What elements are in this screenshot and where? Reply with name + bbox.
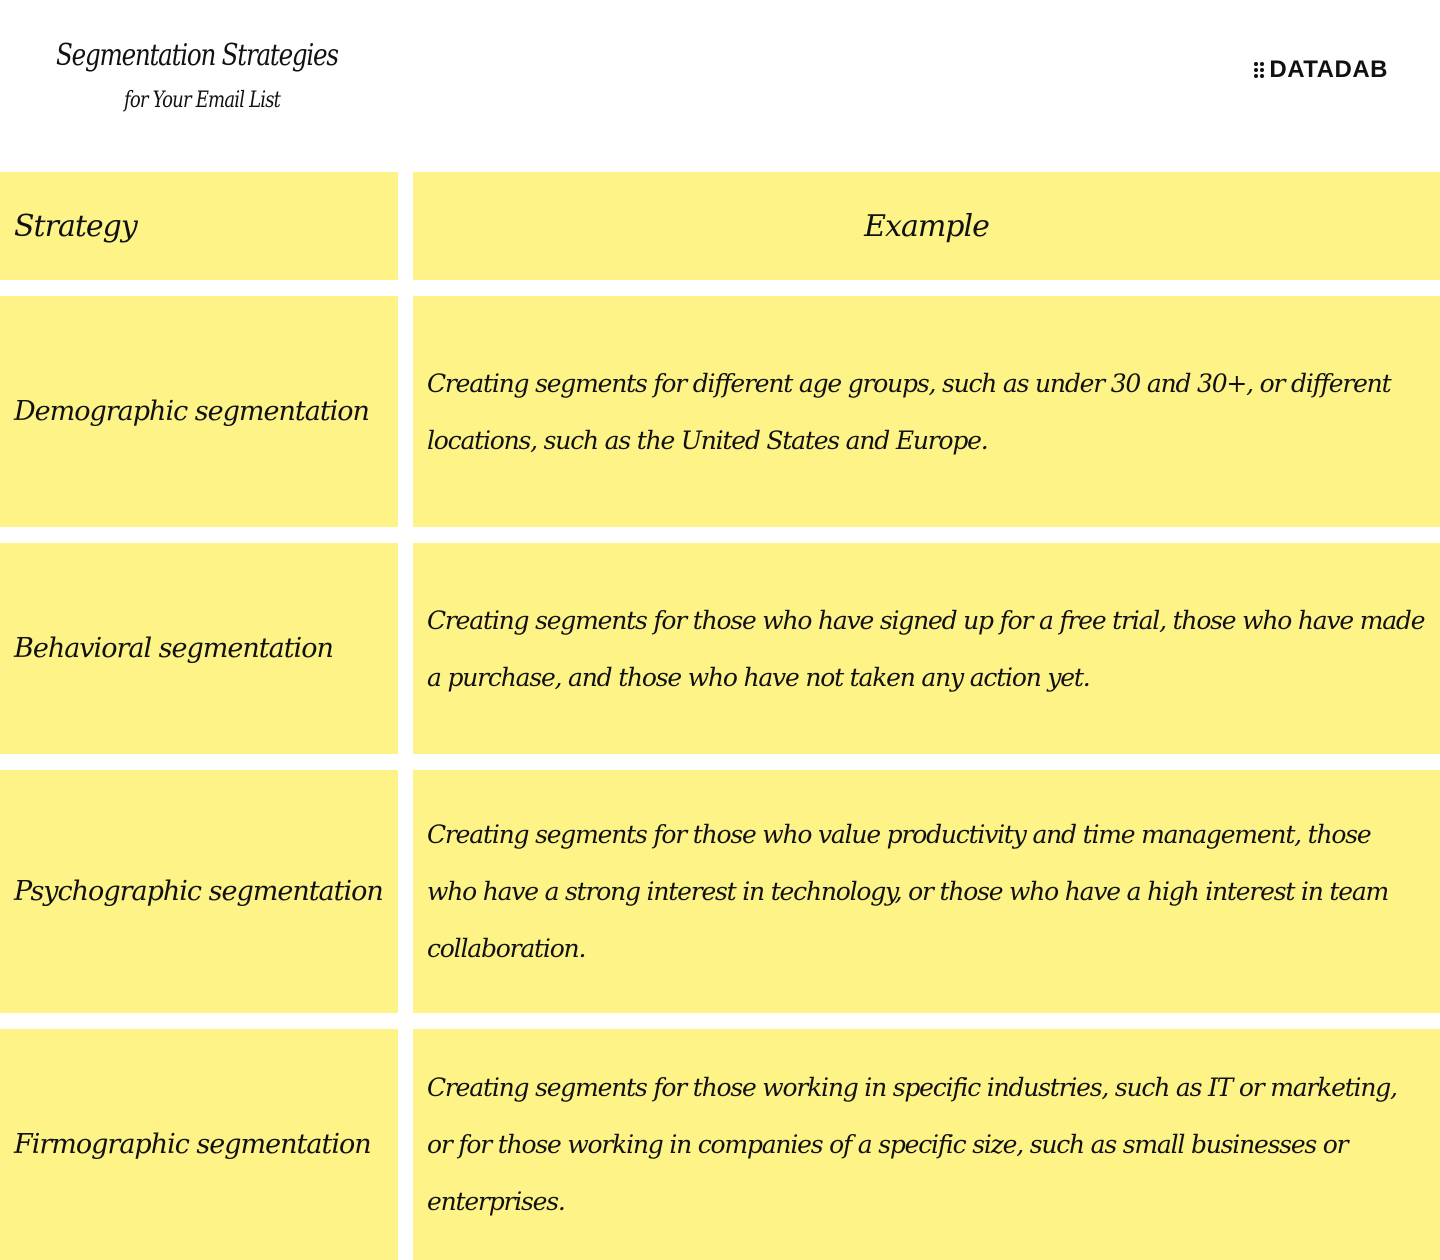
example-text: Creating segments for those who have signed up for a free trial, those who have made a purchase, and those who have not taken any action yet.: [427, 605, 1425, 692]
strategy-label: Psychographic segmentation: [14, 876, 383, 907]
table-row-example-cell: [413, 1029, 1440, 1260]
strategy-label: Behavioral segmentation: [14, 633, 333, 664]
example-text: Creating segments for those who value productivity and time management, those who have a strong interest in technology, or those who have a high interest in team collaboration.: [427, 820, 1389, 963]
example-text: Creating segments for those working in specific industries, such as IT or marketing, or for those working in companies of a specific size, such as small businesses or enterprises.: [427, 1073, 1397, 1216]
example-text: Creating segments for different age groups, such as under 30 and 30+, or different locations, such as the United States and Europe.: [427, 368, 1391, 455]
strategy-label: Firmographic segmentation: [14, 1129, 371, 1160]
strategy-label: Demographic segmentation: [14, 396, 369, 427]
table-row-strategy-cell: [0, 543, 398, 754]
logo-text: DATADAB: [1269, 56, 1388, 83]
table-row-example-cell: [413, 543, 1440, 754]
table-row-strategy-cell: [0, 296, 398, 527]
page-title: Segmentation Strategies: [56, 38, 338, 73]
dots-grid-icon: [1254, 62, 1265, 79]
table-row-strategy-cell: [0, 770, 398, 1013]
table-row-example-cell: [413, 770, 1440, 1013]
table-row-strategy-cell: [0, 1029, 398, 1260]
page-subtitle: for Your Email List: [124, 88, 281, 113]
column-header-example-label: Example: [864, 208, 989, 244]
column-header-strategy-label: Strategy: [14, 208, 137, 244]
column-header-example: [413, 172, 1440, 280]
column-header-strategy: [0, 172, 398, 280]
table-row-example-cell: [413, 296, 1440, 527]
datadab-logo[interactable]: [1254, 56, 1388, 84]
